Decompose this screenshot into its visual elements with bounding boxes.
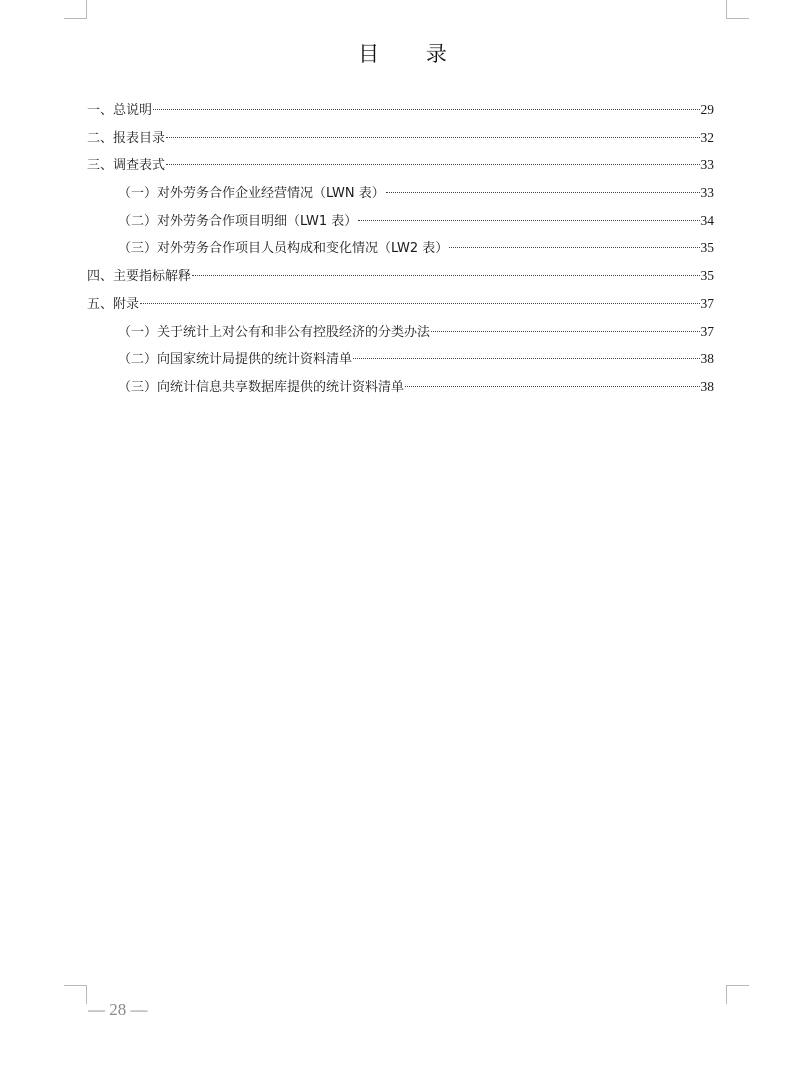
toc-dot-leader [386, 192, 700, 193]
toc-dot-leader [449, 247, 699, 248]
toc-dot-leader [358, 220, 699, 221]
toc-entry[interactable] [87, 266, 714, 294]
toc-entry-page: 29 [700, 102, 714, 117]
toc-entry-label: 一、总说明 [87, 103, 153, 118]
toc-entry-label: （二）对外劳务合作项目明细（LW1 表） [118, 213, 358, 229]
toc-entry-page: 38 [700, 351, 714, 367]
toc-entry-page: 32 [700, 129, 714, 145]
toc-entry-label: （一）关于统计上对公有和非公有控股经济的分类办法 [118, 324, 431, 340]
page-number: — 28 — [88, 1000, 148, 1019]
toc-dot-leader [192, 275, 699, 276]
crop-mark-bottom-right [726, 985, 749, 1004]
toc-dot-leader [166, 137, 699, 138]
table-of-contents [87, 100, 714, 405]
toc-dot-leader [166, 164, 699, 165]
toc-subentry[interactable] [87, 211, 714, 239]
toc-subentry[interactable] [87, 377, 714, 405]
crop-mark-bottom-left [64, 985, 87, 1004]
toc-dot-leader [405, 386, 699, 387]
toc-dot-leader [140, 303, 699, 304]
toc-entry-label: 三、调查表式 [87, 158, 166, 174]
toc-subentry[interactable] [87, 322, 714, 350]
toc-entry-page: 33 [700, 185, 714, 201]
toc-subentry[interactable] [87, 238, 714, 266]
toc-subentry[interactable] [87, 349, 714, 377]
toc-entry[interactable] [87, 294, 714, 322]
toc-entry-label: 五、附录 [87, 296, 140, 312]
toc-entry-page: 35 [700, 240, 714, 256]
toc-entry-label: （二）向国家统计局提供的统计资料清单 [118, 352, 353, 368]
page-title: 目 录 [358, 42, 467, 66]
toc-entry-label: （三）向统计信息共享数据库提供的统计资料清单 [118, 379, 405, 395]
toc-entry[interactable] [87, 100, 714, 128]
toc-entry-page: 37 [700, 295, 714, 311]
crop-mark-top-left [64, 0, 87, 19]
toc-entry-label: （一）对外劳务合作企业经营情况（LWN 表） [118, 186, 385, 202]
toc-entry[interactable] [87, 155, 714, 183]
toc-dot-leader [431, 331, 699, 332]
toc-entry-page: 33 [700, 157, 714, 173]
toc-dot-leader [153, 109, 699, 110]
toc-entry-page: 35 [700, 268, 714, 284]
toc-subentry[interactable] [87, 183, 714, 211]
crop-mark-top-right [726, 0, 749, 19]
toc-entry-page: 34 [700, 212, 714, 228]
toc-entry-label: （三）对外劳务合作项目人员构成和变化情况（LW2 表） [118, 241, 449, 257]
toc-entry-label: 二、报表目录 [87, 130, 166, 146]
toc-entry[interactable] [87, 128, 714, 156]
toc-dot-leader [353, 358, 699, 359]
toc-entry-page: 37 [700, 323, 714, 339]
toc-entry-page: 38 [700, 378, 714, 394]
toc-entry-label: 四、主要指标解释 [87, 269, 192, 285]
